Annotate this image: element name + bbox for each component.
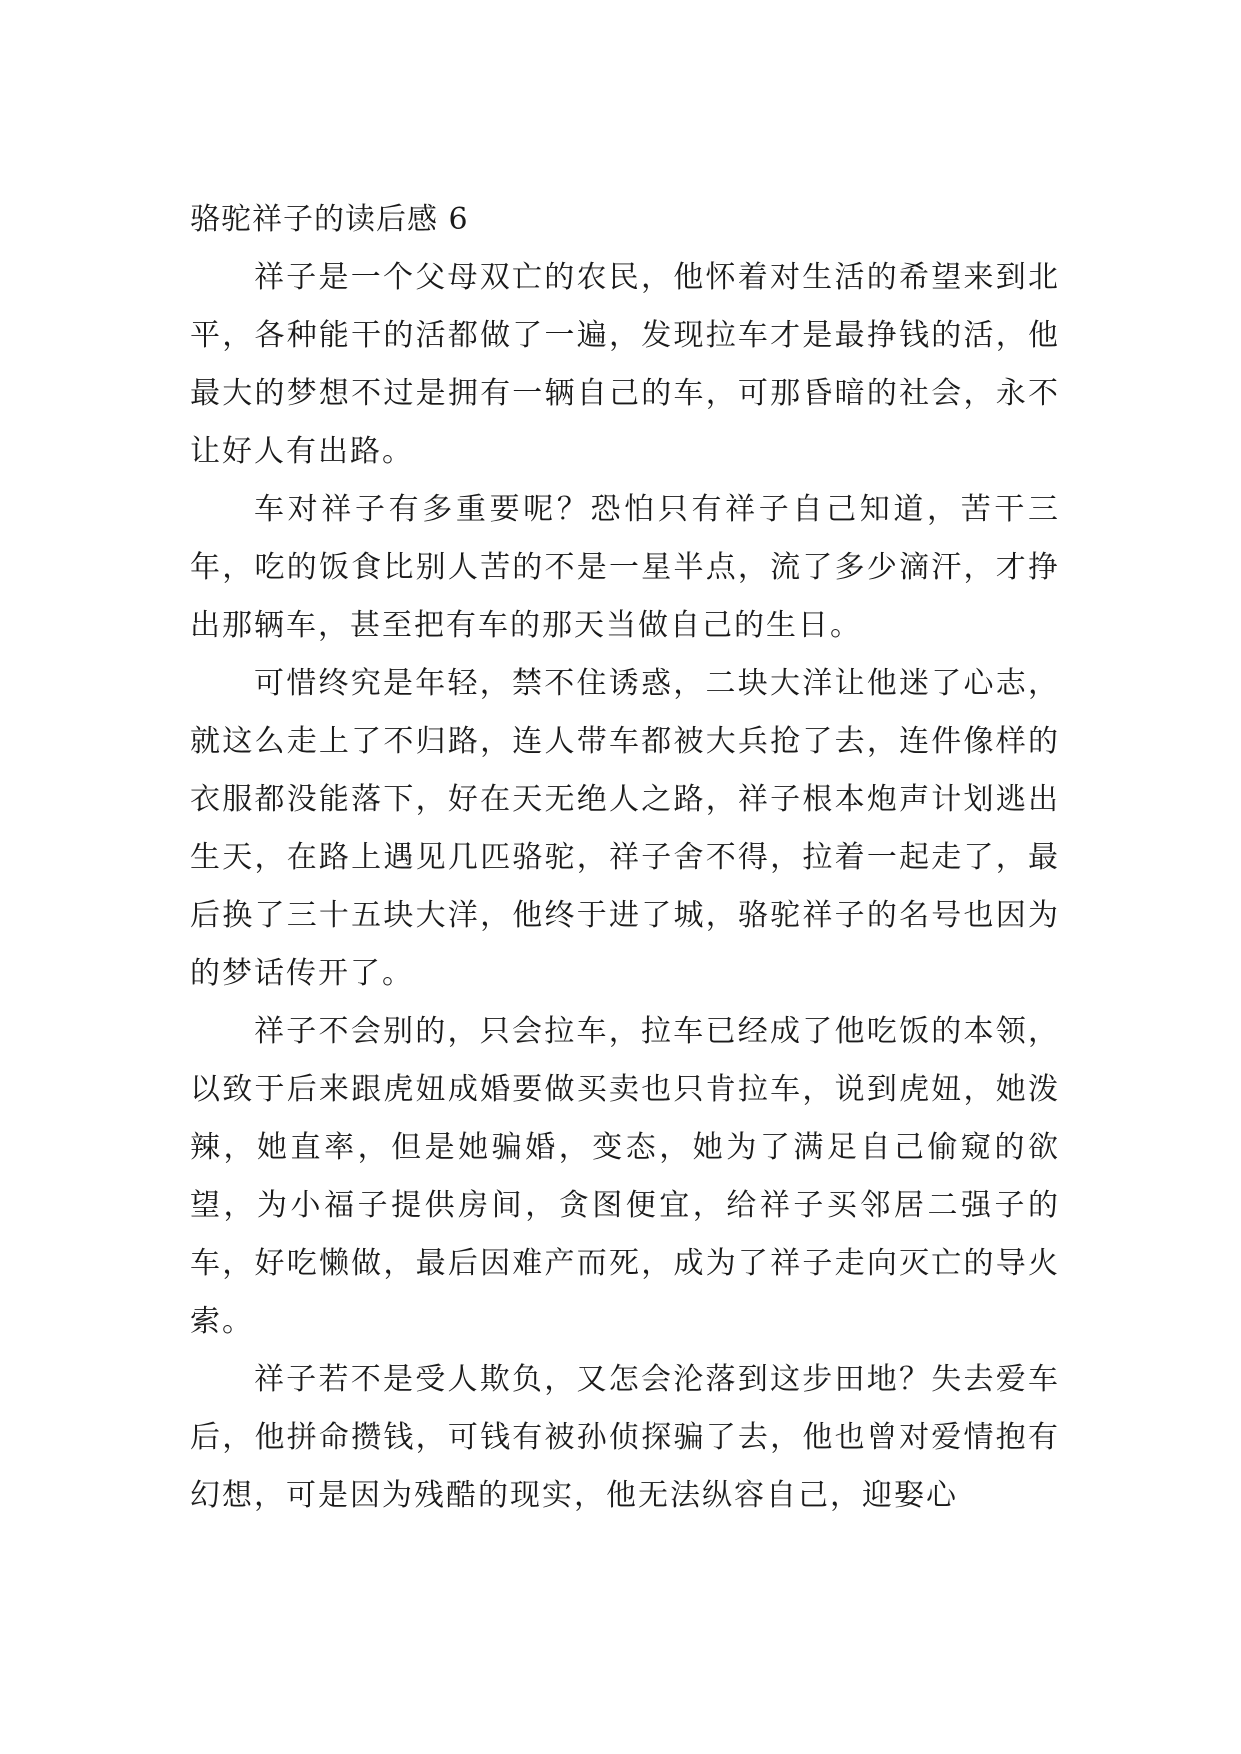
document-body (190, 191, 1060, 1525)
paragraph-2: 车对祥子有多重要呢？恐怕只有祥子自己知道，苦干三年，吃的饭食比别人苦的不是一星半点，流了多少滴汗，才挣出那辆车，甚至把有车的那天当做自己的生日。 (190, 492, 1060, 643)
paragraph-5: 祥子若不是受人欺负，又怎会沦落到这步田地？失去爱车后，他拼命攒钱，可钱有被孙侦探骗了去，他也曾对爱情抱有幻想，可是因为残酷的现实，他无法纵容自己，迎娶心 (190, 1362, 1060, 1513)
paragraph-3: 可惜终究是年轻，禁不住诱惑，二块大洋让他迷了心志，就这么走上了不归路，连人带车都被大兵抢了去，连件像样的衣服都没能落下，好在天无绝人之路，祥子根本炮声计划逃出生天，在路上遇见几匹骆驼，祥子舍不得，拉着一起走了，最后换了三十五块大洋，他终于进了城，骆驼祥子的名号也因为的梦话传开了。 (190, 666, 1060, 991)
paragraph-4: 祥子不会别的，只会拉车，拉车已经成了他吃饭的本领，以致于后来跟虎妞成婚要做买卖也只肯拉车，说到虎妞，她泼辣，她直率，但是她骗婚，变态，她为了满足自己偷窥的欲望，为小福子提供房间，贪图便宜，给祥子买邻居二强子的车，好吃懒做，最后因难产而死，成为了祥子走向灭亡的导火索。 (190, 1014, 1060, 1339)
paragraph-1: 祥子是一个父母双亡的农民，他怀着对生活的希望来到北平，各种能干的活都做了一遍，发现拉车才是最挣钱的活，他最大的梦想不过是拥有一辆自己的车，可那昏暗的社会，永不让好人有出路。 (190, 260, 1060, 469)
document-title: 骆驼祥子的读后感 6 (190, 202, 469, 237)
